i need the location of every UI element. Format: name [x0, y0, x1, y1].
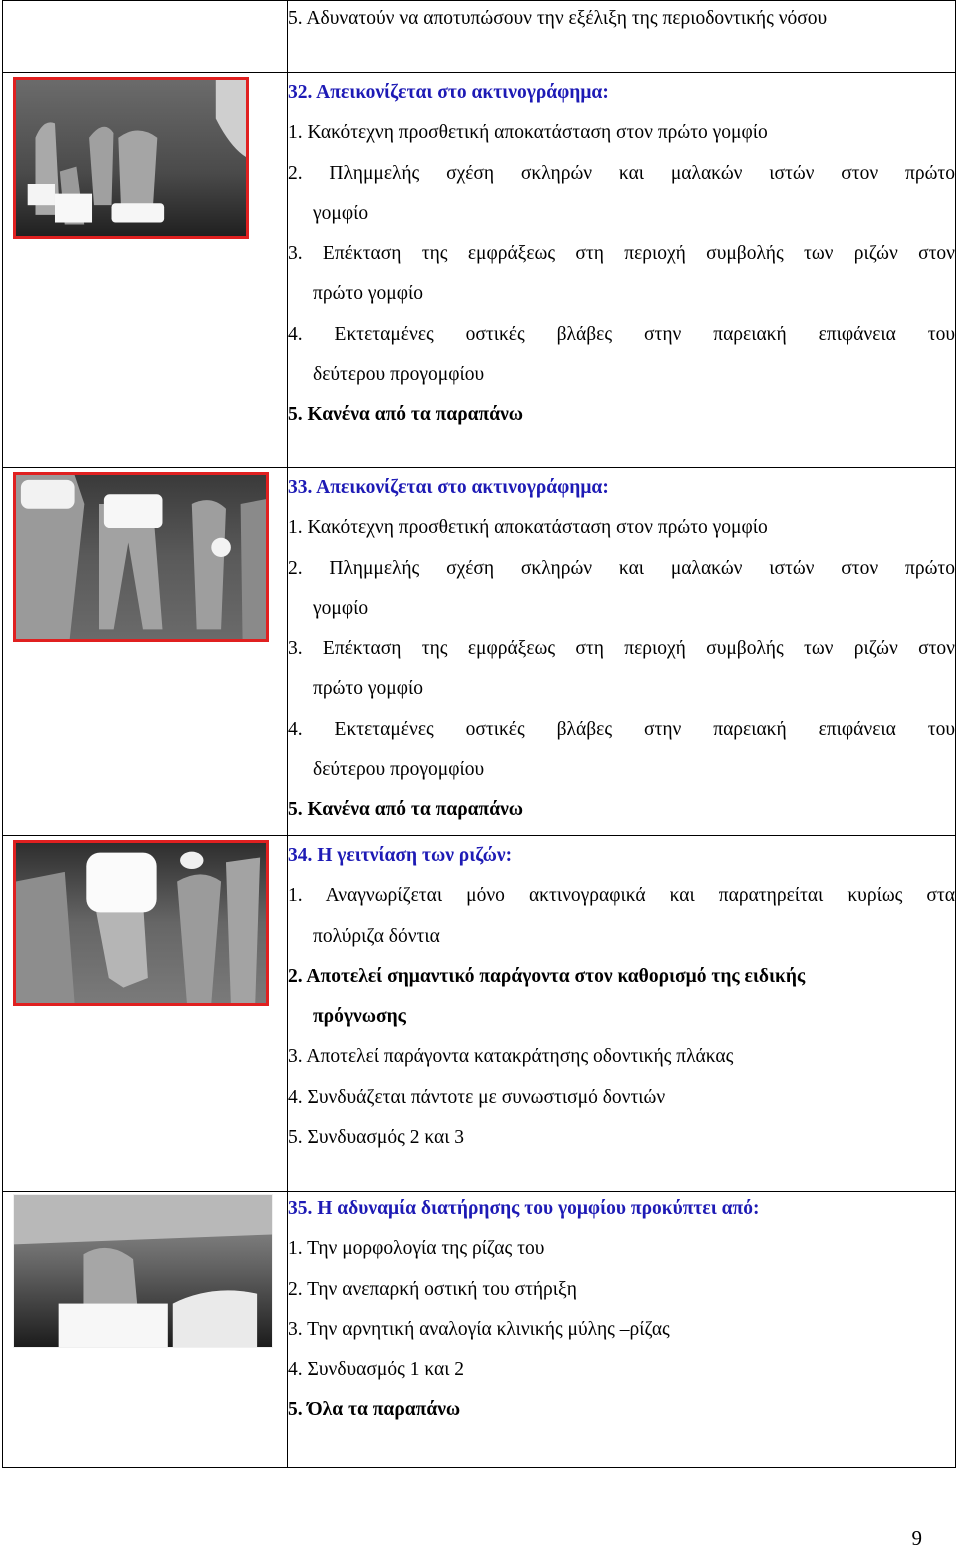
q32-text-cell [288, 73, 956, 468]
q33-option-1: 1. Κακότεχνη προσθετική αποκατάσταση στον πρώτο γομφίο [288, 517, 768, 539]
q33-option-5: 5. Κανένα από τα παραπάνω [288, 799, 524, 821]
q33-option-3: 3. Επέκταση της εμφράξεως στη περιοχή συμβολής των ριζών στον [288, 638, 955, 660]
q32-option-5: 5. Κανένα από τα παραπάνω [288, 404, 524, 426]
q34-option-5: 5. Συνδυασμός 2 και 3 [288, 1127, 465, 1149]
row-question-33 [3, 468, 956, 836]
q32-image-cell [3, 73, 288, 468]
prev-text-cell [288, 1, 956, 73]
q35-xray-image [13, 1194, 273, 1348]
q32-option-4: 4. Εκτεταμένες οστικές βλάβες στην παρειακή επιφάνεια του [288, 323, 955, 345]
q33-option-3-cont: πρώτο γομφίο [313, 678, 423, 700]
q32-title: 32. Απεικονίζεται στο ακτινογράφημα: [288, 82, 609, 103]
q34-text-cell [288, 836, 956, 1192]
row-question-32 [3, 73, 956, 468]
prev-image-cell [3, 1, 288, 73]
q33-option-4: 4. Εκτεταμένες οστικές βλάβες στην παρειακή επιφάνεια του [288, 718, 955, 740]
q32-option-4-cont: δεύτερου προγομφίου [313, 364, 485, 386]
q33-image-cell [3, 468, 288, 836]
q34-option-1: 1. Αναγνωρίζεται μόνο ακτινογραφικά και παρατηρείται κυρίως στα [288, 885, 955, 907]
q35-option-2: 2. Την ανεπαρκή οστική του στήριξη [288, 1278, 577, 1300]
q34-image-cell [3, 836, 288, 1192]
q34-option-2: 2. Αποτελεί σημαντικό παράγοντα στον καθορισμό της ειδικής [288, 965, 806, 987]
q32-option-1: 1. Κακότεχνη προσθετική αποκατάσταση στον πρώτο γομφίο [288, 122, 768, 144]
row-question-34 [3, 836, 956, 1192]
q32-option-2: 2. Πλημμελής σχέση σκληρών και μαλακών ιστών στον πρώτο [288, 162, 955, 184]
row-question-35 [3, 1192, 956, 1468]
q34-option-2-cont: πρόγνωσης [313, 1006, 406, 1028]
q35-option-1: 1. Την μορφολογία της ρίζας του [288, 1238, 545, 1260]
q33-text-cell [288, 468, 956, 836]
q34-xray-image [13, 840, 269, 1006]
q33-xray-image [13, 472, 269, 642]
q32-option-3: 3. Επέκταση της εμφράξεως στη περιοχή συμβολής των ριζών στον [288, 243, 955, 265]
q32-option-2-cont: γομφίο [313, 202, 369, 224]
questions-table [2, 0, 956, 1468]
q35-option-3: 3. Την αρνητική αναλογία κλινικής μύλης –ρίζας [288, 1318, 670, 1340]
q33-title: 33. Απεικονίζεται στο ακτινογράφημα: [288, 477, 609, 498]
page-number: 9 [911, 1526, 922, 1550]
q32-option-3-cont: πρώτο γομφίο [313, 283, 423, 305]
q32-xray-image [13, 77, 249, 239]
q34-option-1-cont: πολύριζα δόντια [313, 925, 440, 947]
row-prev-question [3, 1, 956, 73]
q35-option-5: 5. Όλα τα παραπάνω [288, 1399, 461, 1421]
q34-title: 34. Η γειτνίαση των ριζών: [288, 845, 513, 866]
q33-option-4-cont: δεύτερου προγομφίου [313, 759, 485, 781]
prev-last-option: 5. Αδυνατούν να αποτυπώσουν την εξέλιξη της περιοδοντικής νόσου [288, 8, 828, 29]
q34-option-4: 4. Συνδυάζεται πάντοτε με συνωστισμό δοντιών [288, 1086, 666, 1108]
q35-image-cell [3, 1192, 288, 1468]
q35-title: 35. Η αδυναμία διατήρησης του γομφίου προκύπτει από: [288, 1198, 760, 1219]
q33-option-2-cont: γομφίο [313, 597, 369, 619]
q33-option-2: 2. Πλημμελής σχέση σκληρών και μαλακών ιστών στον πρώτο [288, 557, 955, 579]
q35-text-cell [288, 1192, 956, 1468]
q35-option-4: 4. Συνδυασμός 1 και 2 [288, 1359, 465, 1381]
q34-option-3: 3. Αποτελεί παράγοντα κατακράτησης οδοντικής πλάκας [288, 1046, 734, 1068]
